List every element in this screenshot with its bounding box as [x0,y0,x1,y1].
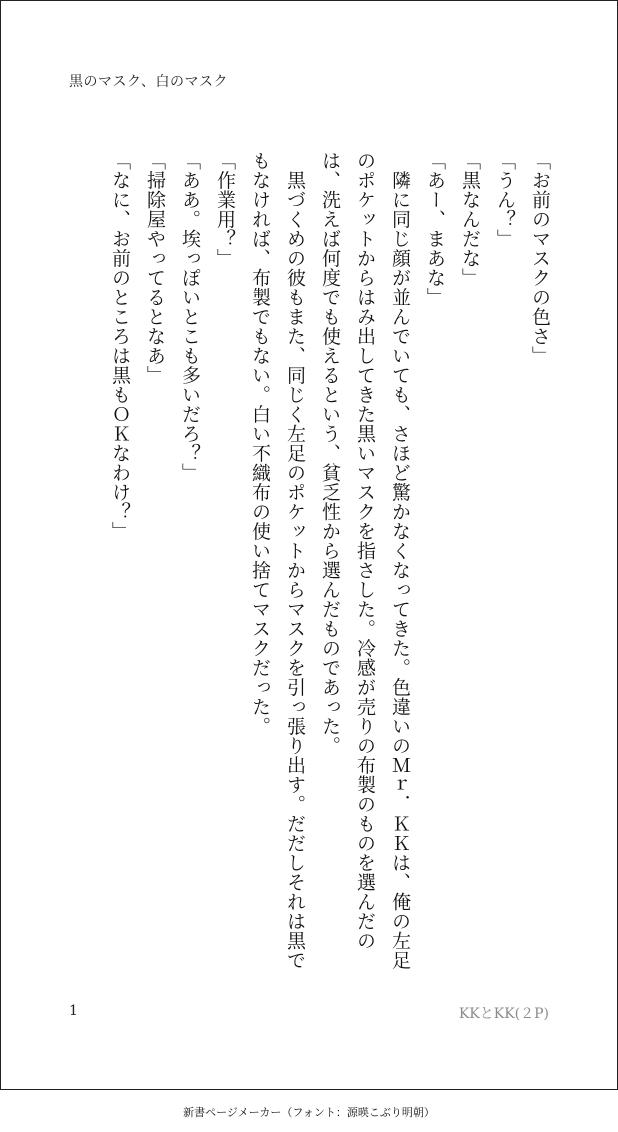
paragraph: 「うん？」 [494,151,516,249]
generator-caption: 新書ページメーカー（フォント：源暎こぶり明朝） [183,1106,435,1119]
vertical-body-text [57,151,557,981]
paragraph: 隣に同じ顔が並んでいても、さほど驚かなくなってきた。色違いのＭｒ．ＫＫは、俺の左足のポケットからはみ出してきた黒いマスクを指さした。冷感が売りの布製のものを選んだのは、洗えば何度でも使えるという、貧乏性から選んだものであった。 [319,151,411,970]
running-header-title: 黒のマスク、白のマスク [69,74,228,90]
paragraph: 「お前のマスクの色さ」 [529,151,551,366]
paragraph: 「作業用？」 [214,151,236,268]
paragraph: 「なに、お前のところは黒もＯＫなわけ？」 [109,151,131,541]
paragraph: 黒づくめの彼もまた、同じく左足のポケットからマスクを引っ張り出す。だだしそれは黒でもなければ、布製でもない。白い不織布の使い捨てマスクだった。 [249,151,306,970]
paragraph: 「ああ。埃っぽいとこも多いだろ？」 [179,151,201,483]
paragraph: 「掃除屋やってるとなあ」 [144,151,166,385]
running-footer-title: KKとKK(２P) [458,1006,549,1022]
page-number: 1 [69,1003,78,1019]
paragraph: 「あー、まあな」 [424,151,446,307]
paragraph: 「黒なんだな」 [459,151,481,288]
